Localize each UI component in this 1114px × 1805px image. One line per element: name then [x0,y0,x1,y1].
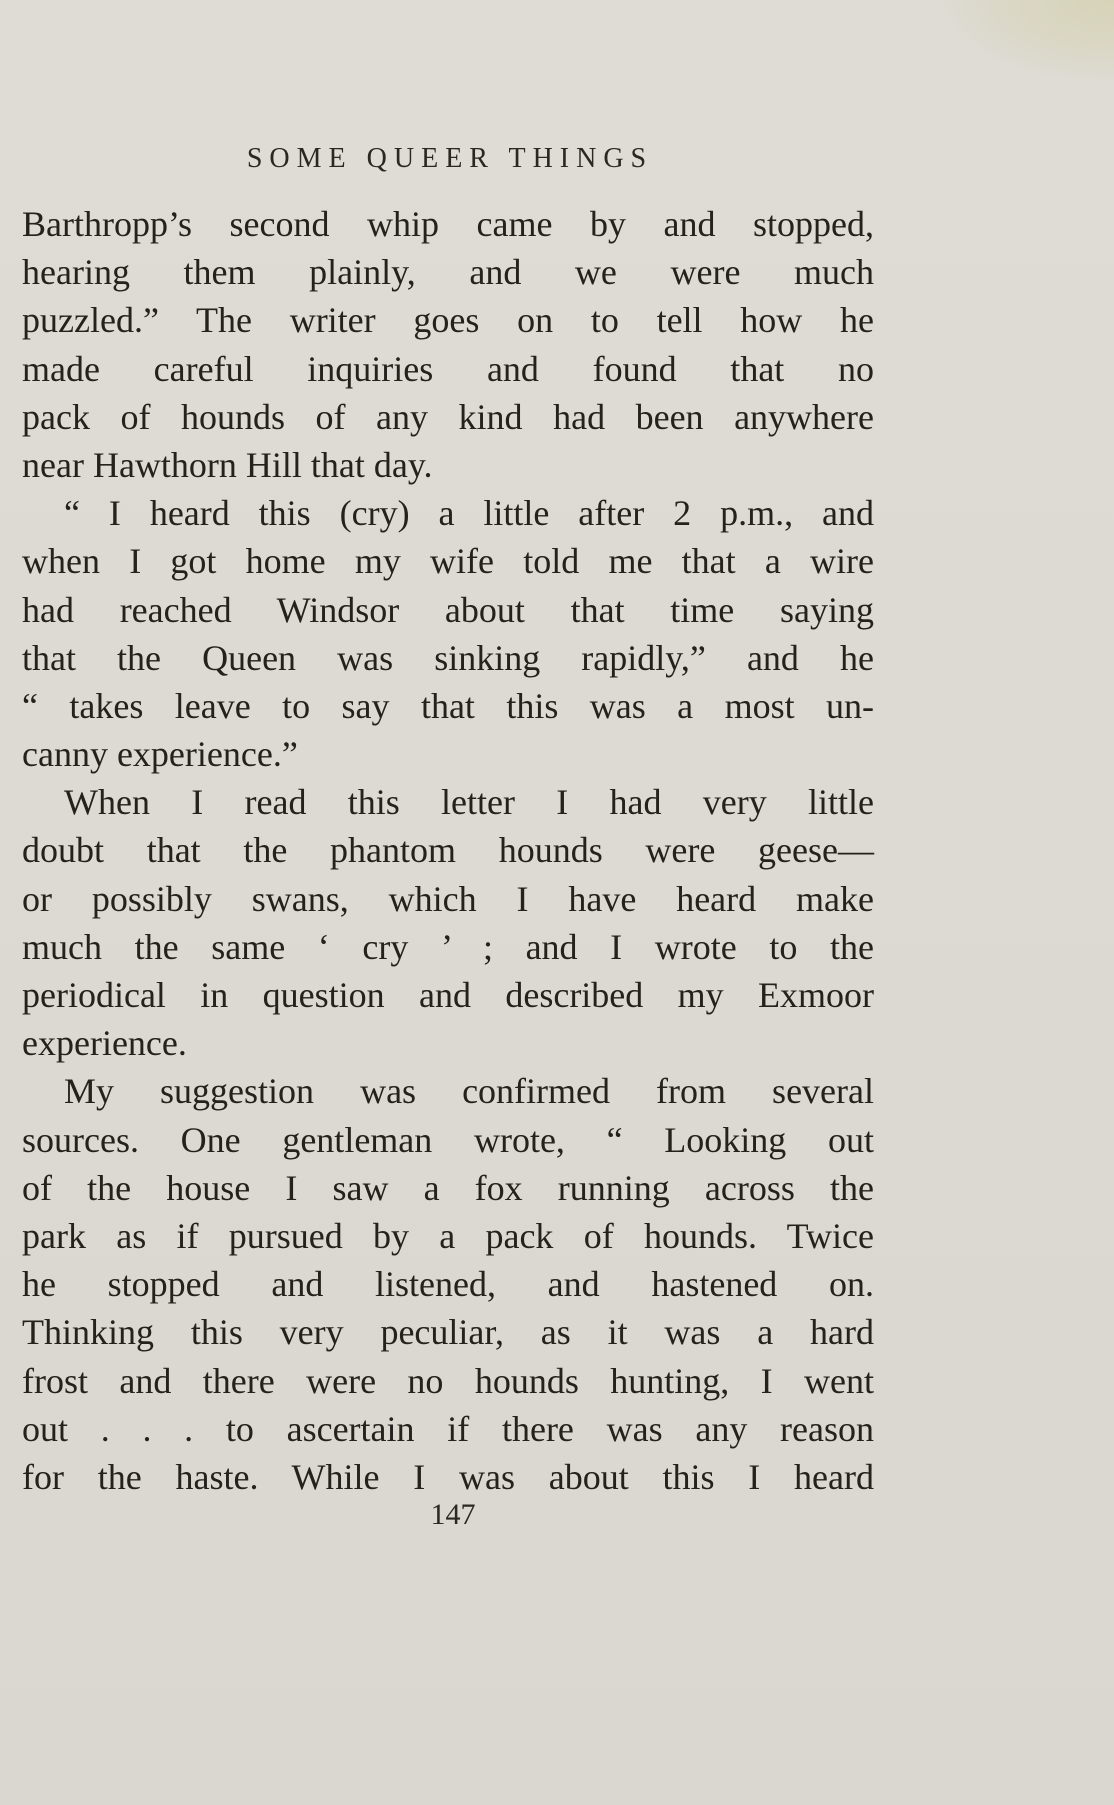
text-line: had reached Windsor about that time saying [22,589,874,630]
text-line: near Hawthorn Hill that day. [22,444,433,485]
text-line: sources. One gentleman wrote, “ Looking out [22,1119,874,1160]
running-head: SOME QUEER THINGS [246,143,654,174]
text-line: hearing them plainly, and we were much [22,252,874,293]
text-line: experience. [22,1023,187,1064]
text-line: park as if pursued by a pack of hounds. Twice [22,1215,874,1256]
page-number: 147 [430,1498,476,1531]
text-line: or possibly swans, which I have heard make [22,878,874,919]
text-line: “ I heard this (cry) a little after 2 p.m., and [64,493,874,534]
text-line: for the haste. While I was about this I heard [22,1456,874,1497]
text-line: out . . . to ascertain if there was any reason [22,1408,874,1449]
text-line: When I read this letter I had very little [64,782,874,823]
text-line: My suggestion was confirmed from several [64,1071,874,1112]
text-line: of the house I saw a fox running across the [22,1167,874,1208]
page-corner-stain [944,0,1114,80]
text-line: Barthropp’s second whip came by and stopped, [22,204,874,244]
text-line: made careful inquiries and found that no [22,348,874,389]
body-text [22,200,874,1501]
text-line: Thinking this very peculiar, as it was a hard [22,1312,874,1353]
text-line: much the same ‘ cry ’ ; and I wrote to the [22,926,874,967]
text-line: he stopped and listened, and hastened on. [22,1264,874,1305]
text-line: periodical in question and described my Exmoor [22,975,874,1015]
text-line: pack of hounds of any kind had been anywhere [22,396,874,437]
text-line: canny experience.” [22,734,298,775]
text-line: when I got home my wife told me that a wire [22,541,874,582]
text-line: puzzled.” The writer goes on to tell how he [22,300,874,341]
text-line: “ takes leave to say that this was a most un- [22,685,874,726]
text-line: doubt that the phantom hounds were geese— [22,830,874,871]
text-line: frost and there were no hounds hunting, I went [22,1360,874,1401]
text-line: that the Queen was sinking rapidly,” and he [22,637,874,678]
